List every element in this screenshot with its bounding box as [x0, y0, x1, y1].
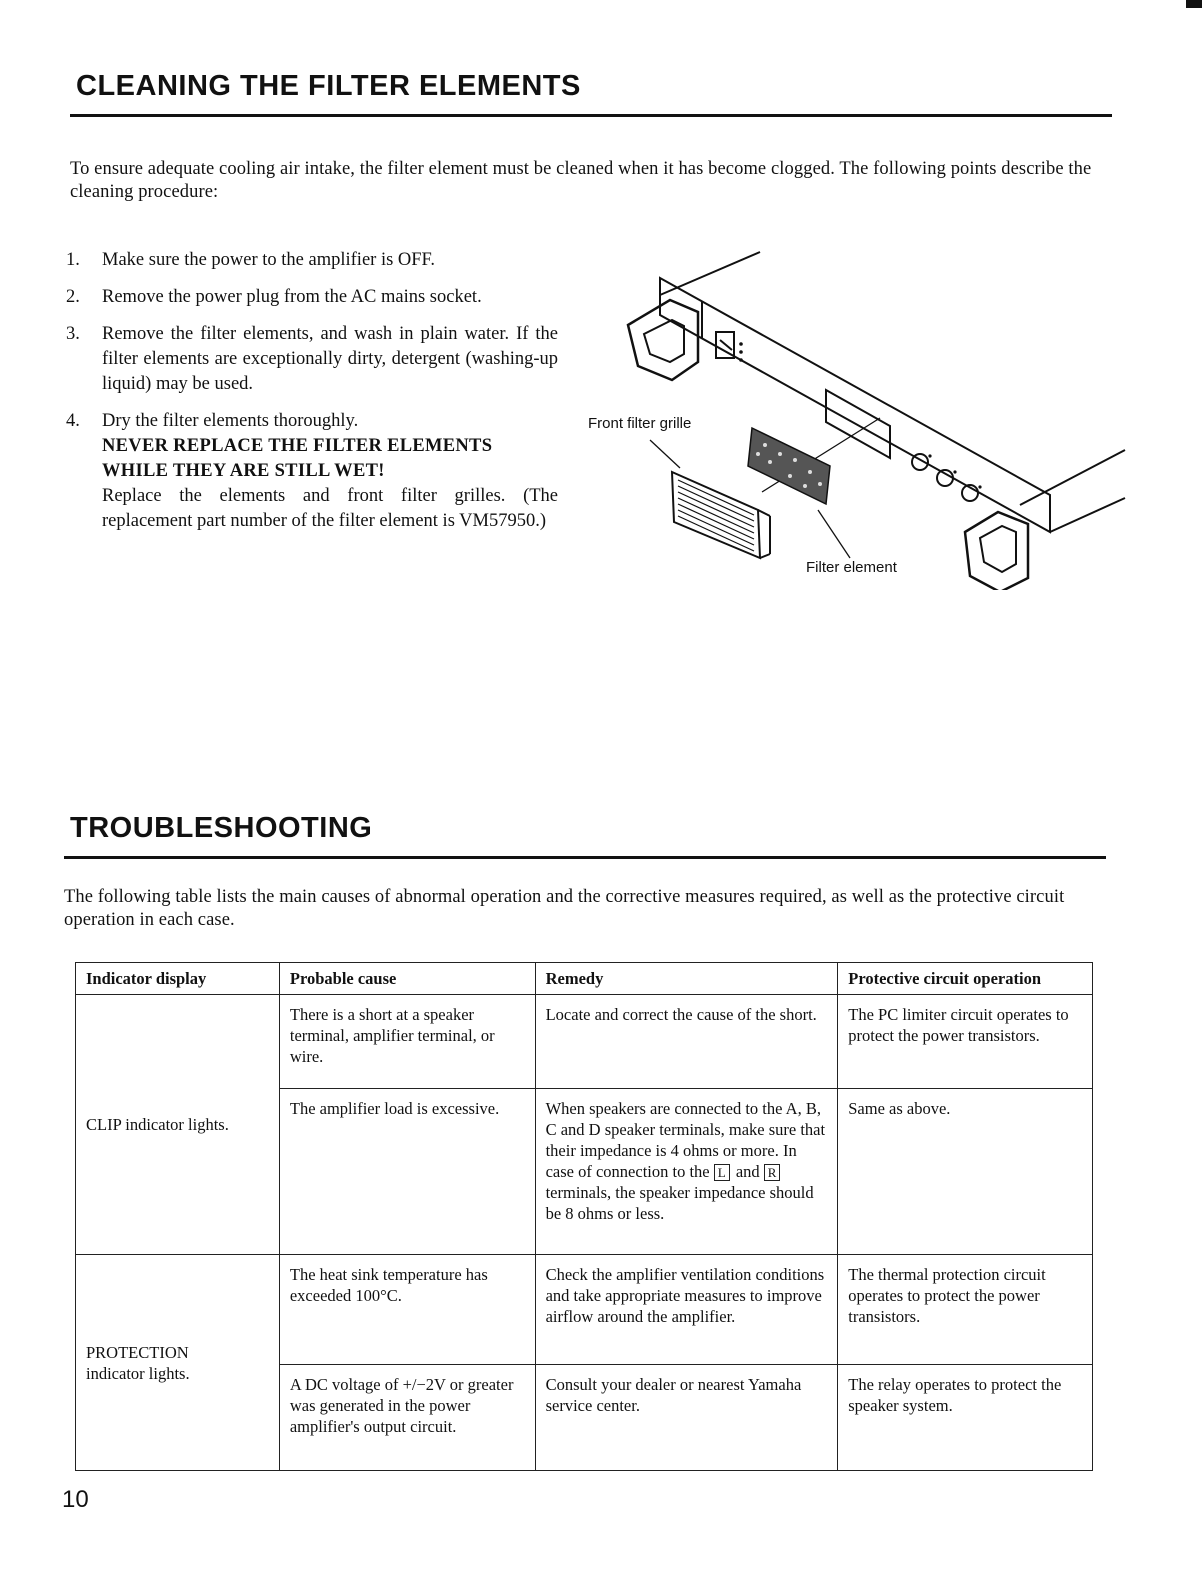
cause-cell: A DC voltage of +/−2V or greater was generated in the power amplifier's output circuit. [279, 1365, 535, 1471]
cleaning-step: 4. Dry the filter elements thoroughly. NEVER REPLACE THE FILTER ELEMENTS WHILE THEY ARE STILL WET! Replace the elements and front filter grilles. (The replacement part number of the filter element is VM57950.) [66, 411, 558, 531]
remedy-cell: Locate and correct the cause of the short. [535, 995, 838, 1089]
table-row [76, 995, 1093, 1089]
cause-cell: There is a short at a speaker terminal, amplifier terminal, or wire. [279, 995, 535, 1089]
left-terminal-symbol: L [714, 1164, 730, 1181]
cleaning-step: 2. Remove the power plug from the AC mains socket. [66, 287, 482, 307]
indicator-clip: CLIP indicator lights. [76, 995, 280, 1255]
page-number: 10 [62, 1486, 89, 1513]
protection-cell: Same as above. [838, 1089, 1093, 1255]
label-filter-element: Filter element [806, 559, 897, 576]
header-protective-circuit: Protective circuit operation [838, 963, 1093, 995]
page-corner-mark [1186, 0, 1202, 8]
cause-cell: The amplifier load is excessive. [279, 1089, 535, 1255]
troubleshooting-heading: TROUBLESHOOTING [70, 812, 373, 844]
wet-warning: NEVER REPLACE THE FILTER ELEMENTS WHILE THEY ARE STILL WET! [102, 436, 493, 481]
remedy-cell: When speakers are connected to the A, B, C and D speaker terminals, make sure that their impedance is 4 ohms or more. In case of connection to the L and R terminals, the speaker impedance should be 8 ohms or less. [535, 1089, 838, 1255]
right-terminal-symbol: R [764, 1164, 781, 1181]
cause-cell: The heat sink temperature has exceeded 100°C. [279, 1255, 535, 1365]
protection-cell: The relay operates to protect the speaker system. [838, 1365, 1093, 1471]
remedy-cell: Check the amplifier ventilation conditions and take appropriate measures to improve airflow around the amplifier. [535, 1255, 838, 1365]
troubleshooting-table [75, 962, 1093, 1471]
remedy-cell: Consult your dealer or nearest Yamaha service center. [535, 1365, 838, 1471]
cleaning-step: 3. Remove the filter elements, and wash in plain water. If the filter elements are exceptionally dirty, detergent (washing-up liquid) may be used. [66, 324, 558, 394]
filter-diagram [580, 240, 1140, 590]
table-header-row [76, 963, 1093, 995]
cleaning-intro: To ensure adequate cooling air intake, the filter element must be cleaned when it has become clogged. The following points describe the cleaning procedure: [70, 159, 1092, 202]
cleaning-heading-rule [70, 114, 1112, 117]
cleaning-heading: CLEANING THE FILTER ELEMENTS [76, 70, 581, 102]
protection-cell: The PC limiter circuit operates to protect the power transistors. [838, 995, 1093, 1089]
header-remedy: Remedy [535, 963, 838, 995]
troubleshooting-heading-rule [64, 856, 1106, 859]
table-row [76, 1255, 1093, 1365]
label-front-filter-grille: Front filter grille [588, 415, 692, 432]
header-indicator-display: Indicator display [76, 963, 280, 995]
protection-cell: The thermal protection circuit operates to protect the power transistors. [838, 1255, 1093, 1365]
troubleshooting-intro: The following table lists the main causes of abnormal operation and the corrective measures required, as well as the protective circuit operation in each case. [64, 887, 1065, 930]
header-probable-cause: Probable cause [279, 963, 535, 995]
indicator-protection: PROTECTION indicator lights. [76, 1255, 280, 1471]
cleaning-steps [66, 248, 558, 546]
cleaning-step: 1. Make sure the power to the amplifier is OFF. [66, 250, 435, 270]
